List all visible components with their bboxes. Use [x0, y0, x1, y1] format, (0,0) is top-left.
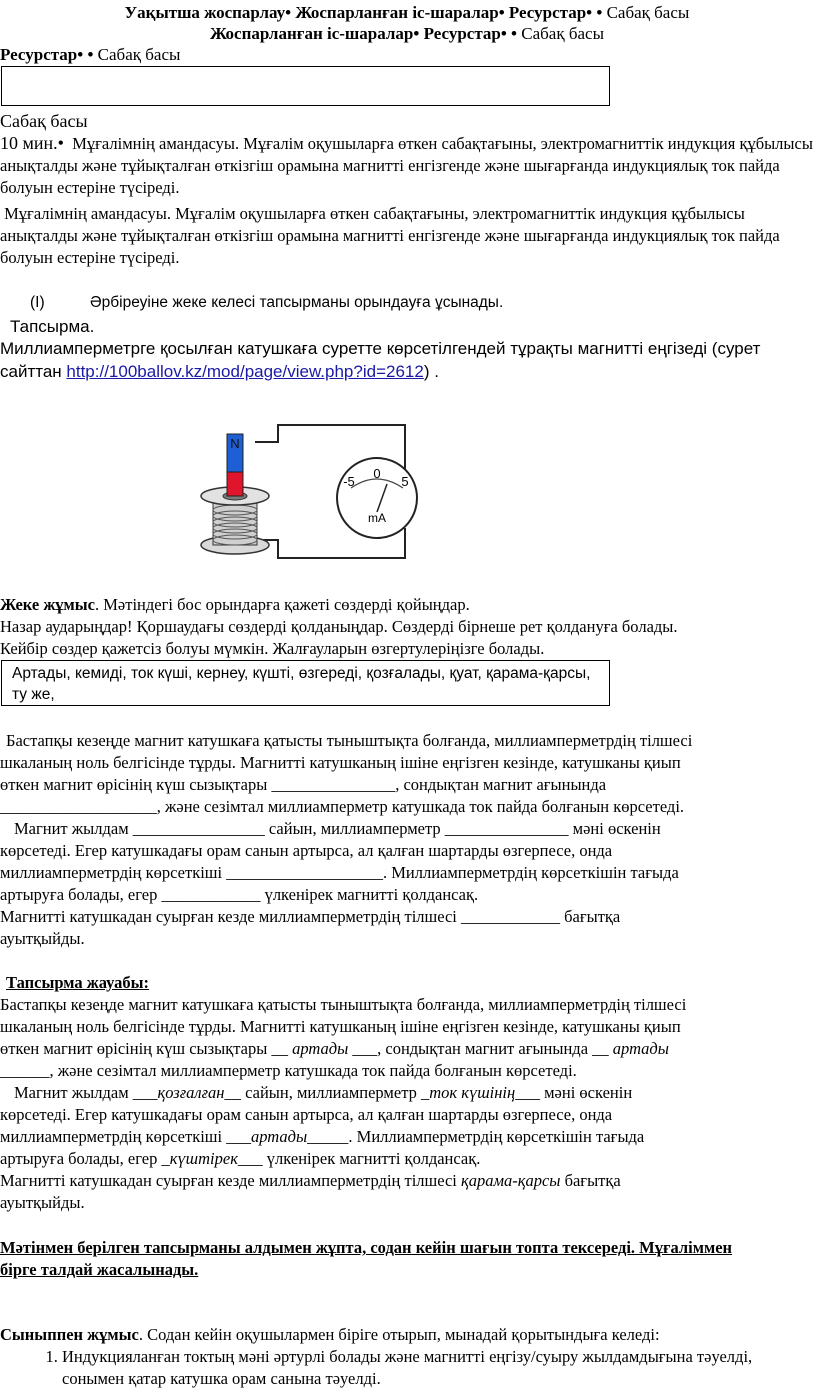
answer-word: ток күшінің [429, 1083, 516, 1102]
attention-text: Назар аударыңдар! Қоршаудағы сөздерді қолданыңдар. Сөздерді бірнеше рет қолдануға болады. [0, 617, 678, 636]
bar-magnet [227, 434, 243, 496]
magnet-south-bottom [227, 472, 243, 496]
coil [201, 487, 269, 554]
meter-tick-right: 5 [401, 474, 409, 489]
answer-word: артады [612, 1039, 669, 1058]
answer-section: Тапсырма жауабы: Бастапқы кезеңде магнит катушкаға қатысты тыныштықта болғанда, миллиамперметрдің тілшесі шкаланың ноль белгісінде тұрды. Магнитті катушканың ішіне еңгізген кезінде, катушканы қиып өткен магнит өрісінің күш сызықтары __ артады ___, сондықтан магнит ағынында __ артады ______, және сезімтал миллиамперметр катушкада ток пайда болғанын көрсетеді. Магнит жылдам ___қозғалған__ сайын, миллиамперметр _ток күшінің___ мәні өскенін көрсетеді. Егер катушкадағы орам санын артырса, ал қалған шартарды өзгерпесе, онда миллиамперметрдің көрсеткіші ___артады_____. Миллиамперметрдің көрсеткішін тағыда артыруға болады, егер _күштірек___ үлкенірек магнитті қолдансақ. Магнитті катушкадан суырған кезде миллиамперметрдің тілшесі қарама-қарсы бағытқа ауытқыйды. [0, 973, 687, 1212]
magnet-pole-label: N [230, 436, 240, 451]
answer-word: қозғалған [157, 1083, 225, 1102]
pair-work-section [0, 1237, 760, 1281]
step-number: (I) [30, 294, 45, 311]
class-work-section: Сыныппен жұмыс. Содан кейін оқушылармен біріге отырып, мынадай қорытындыға келеді: 1. Индукцияланған токтың мәні әртурлі болады және магнитті еңгізу/суыру жылдамдығына тәуелді, сонымен қатар катушка орам санына тәуелді. [0, 1324, 814, 1390]
lesson-start-section [0, 110, 814, 269]
step-text: Әрбіреуіне жеке келесі тапсырманы орындауға ұсынады. [90, 294, 504, 311]
task-label: Тапсырма. [10, 317, 95, 336]
source-link[interactable]: http://100ballov.kz/mod/page/view.php?id=2612 [66, 362, 424, 381]
step-one [0, 292, 814, 314]
answer-word: артады [250, 1127, 308, 1146]
milliammeter [337, 458, 417, 538]
exercise-text: Бастапқы кезеңде магнит катушкаға қатысты тыныштықта болғанда, миллиамперметрдің тілшесі шкаланың ноль белгісінде тұрды. Магнитті катушканың ішіне еңгізген кезінде, катушканы қиып өткен магнит өрісінің күш сызықтары _______________, сондықтан магнит ағынында ___________________, және сезімтал миллиамперметр катушкада ток пайда болғанын көрсетеді. Магнит жылдам ________________ сайын, миллиамперметр _______________ мәні өскенін көрсетеді. Егер катушкадағы орам санын артырса, ал қалған шартарды өзгерпесе, онда миллиамперметрдің көрсеткіші ___________________. Миллиамперметрдің көрсеткішін тағыда артыруға болады, егер ____________ үлкенірек магнитті қолдансақ. Магнитті катушкадан суырған кезде миллиамперметрдің тілшесі ____________ бағытқа ауытқыйды. [0, 731, 693, 948]
answer-word: күштірек [169, 1149, 238, 1168]
meter-tick-left: -5 [343, 474, 355, 489]
conclusion-list [0, 1346, 814, 1390]
header-line-2: Жоспарланған іс-шаралар• Ресурстар• • Сабақ басы [210, 24, 604, 43]
greeting-text-1: Мұғалімнің амандасуы. Мұғалім оқушыларға өткен сабақтағыны, электромагниттік индукция құбылысы анықталды және тұйықталған өткізгіш орамына магнитті енгізгенде және шығарғанда индукциялық ток пайда болуын естеріне түсіреді. [0, 134, 813, 197]
meter-unit-label: mA [368, 511, 386, 525]
list-item: 1. Индукцияланған токтың мәні әртурлі болады және магнитті еңгізу/суыру жылдамдығына тәуелді, сонымен қатар катушка орам санына тәуелді. [62, 1346, 814, 1390]
lesson-heading: Сабақ басы [0, 111, 88, 131]
header-line-1: Уақытша жоспарлау• Жоспарланған іс-шаралар• Ресурстар• • Сабақ басы [124, 3, 690, 22]
answer-heading: Тапсырма жауабы: [6, 973, 150, 992]
answer-word: артады [292, 1039, 349, 1058]
individual-work-label: Жеке жұмыс [0, 595, 96, 614]
individual-work-section: Жеке жұмыс. Мәтіндегі бос орындарға қажеті сөздерді қойыңдар. Назар аударыңдар! Қоршаудағы сөздерді қолданыңдар. Сөздерді бірнеше рет қолдануға болады. Кейбір сөздер қажетсіз болуы мүмкін. Жалғауларын өзгертулеріңізге болады. [0, 594, 814, 660]
teacher-greeting-2: Мұғалімнің амандасуы. Мұғалім оқушыларға өткен сабақтағыны, электромагниттік индукция құбылысы анықталды және тұйықталған өткізгіш орамына магнитті енгізгенде және шығарғанда индукциялық ток пайда болуын естеріне түсіреді. [0, 204, 780, 267]
pair-work-text: Мәтінмен берілген тапсырманы алдымен жұпта, содан кейін шағын топта тексереді. Мұғаліммен бірге талдай жасалынады. [0, 1238, 733, 1279]
coil-magnet-milliammeter-figure [173, 400, 428, 570]
meter-tick-zero: 0 [373, 466, 381, 481]
class-work-label: Сыныппен жұмыс [0, 1325, 139, 1344]
header-line-3: Ресурстар• • Сабақ басы [0, 45, 181, 64]
hint-text: Кейбір сөздер қажетсіз болуы мүмкін. Жалғауларын өзгертулеріңізге болады. [0, 639, 545, 658]
teacher-greeting-1 [0, 132, 814, 199]
task-text: Миллиамперметрге қосылған катушкаға суретте көрсетілгендей тұрақты магнитті еңгізеді (сурет сайттан http://100ballov.kz/mod/page/view.php?id=2612) . [0, 339, 761, 381]
task-block [0, 316, 814, 383]
word-bank-box: Артады, кемиді, ток күші, кернеу, күшті, өзгереді, қозғалады, қуат, қарама-қарсы, ту же, [1, 660, 610, 706]
empty-frame-box [1, 66, 610, 106]
time-label: 10 мин.• [0, 133, 64, 153]
document-header [0, 2, 814, 65]
answer-word: қарама-қарсы [461, 1171, 561, 1190]
